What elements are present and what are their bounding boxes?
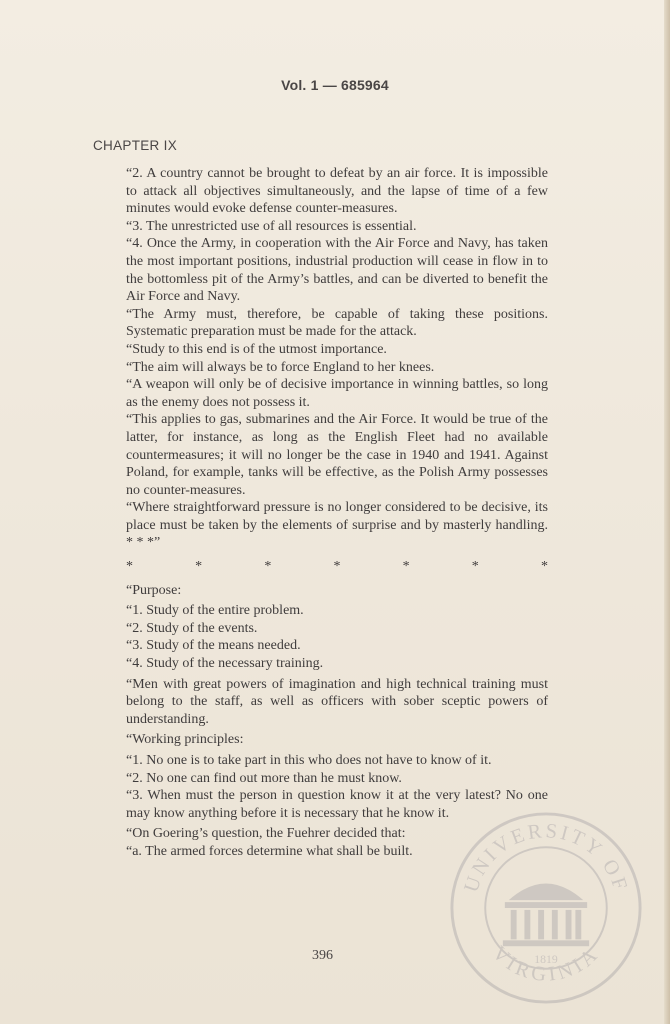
paragraph: “3. Study of the means needed. <box>126 638 301 654</box>
separator-star: * <box>402 559 410 575</box>
paragraph: “1. Study of the entire problem. <box>126 603 304 619</box>
paragraph: “Men with great powers of imagination and high technical training must belong to the staff, as well as officers with sober sceptic powers of understanding. <box>126 676 548 727</box>
paragraph: “3. The unrestricted use of all resources is essential. <box>126 218 417 234</box>
volume-header: Vol. 1 — 685964 <box>281 77 389 93</box>
section-separator <box>126 558 548 576</box>
body-text <box>126 165 548 861</box>
seal-year: 1819 <box>534 952 558 966</box>
separator-star: * <box>471 559 479 575</box>
paragraph: “a. The armed forces determine what shall be built. <box>126 843 413 859</box>
separator-star: * <box>333 559 341 575</box>
rotunda-icon <box>503 884 589 947</box>
paragraph: “3. When must the person in question know it at the very latest? No one may know anything before it is necessary that he know it. <box>126 788 548 821</box>
page-number: 396 <box>312 948 333 963</box>
separator-star: * <box>195 559 203 575</box>
paragraph: “The aim will always be to force England to her knees. <box>126 359 435 375</box>
chapter-heading: CHAPTER IX <box>93 138 178 153</box>
seal-top-text: UNIVERSITY OF <box>460 820 632 896</box>
page-edge <box>664 0 670 1024</box>
university-seal-watermark <box>448 810 644 1006</box>
paragraph: “2. No one can find out more than he must know. <box>126 770 402 786</box>
paragraph: “A weapon will only be of decisive importance in winning battles, so long as the enemy does not possess it. <box>126 377 548 410</box>
paragraph: “The Army must, therefore, be capable of taking these positions. Systematic preparation must be made for the attack. <box>126 306 548 340</box>
paragraph: “Purpose: <box>126 582 182 598</box>
separator-star: * <box>540 559 548 575</box>
paragraph: “Study to this end is of the utmost importance. <box>126 341 387 357</box>
seal-bottom-text: VIRGINIA <box>487 942 605 987</box>
paragraph: “Where straightforward pressure is no longer considered to be decisive, its place must be taken by the elements of surprise and by masterly handling. * * *” <box>126 500 548 551</box>
paragraph: “2. A country cannot be brought to defeat by an air force. It is impossible to attack all objectives simultaneously, and the lapse of time of a few minutes would evoke defense counter-measures. <box>126 166 548 217</box>
paragraph: “On Goering’s question, the Fuehrer decided that: <box>126 826 406 842</box>
paragraph: “4. Once the Army, in cooperation with the Air Force and Navy, has taken the most important positions, industrial production will cease in flow in to the bottomless pit of the Army’s battles, and can be diverted to benefit the Air Force and Navy. <box>126 236 548 305</box>
paragraph: “2. Study of the events. <box>126 620 258 636</box>
paragraph: “Working principles: <box>126 732 244 748</box>
separator-star: * <box>126 559 133 575</box>
paragraph: “This applies to gas, submarines and the Air Force. It would be true of the latter, for instance, as long as the English Fleet had no available countermeasures; it will no longer be the case in 1940 and 1941. Against Poland, for example, tanks will be effective, as the Polish Army possesses no counter-measures. <box>126 412 548 498</box>
paragraph: “1. No one is to take part in this who does not have to know of it. <box>126 753 492 768</box>
separator-star: * <box>264 559 272 575</box>
paragraph: “4. Study of the necessary training. <box>126 656 324 672</box>
